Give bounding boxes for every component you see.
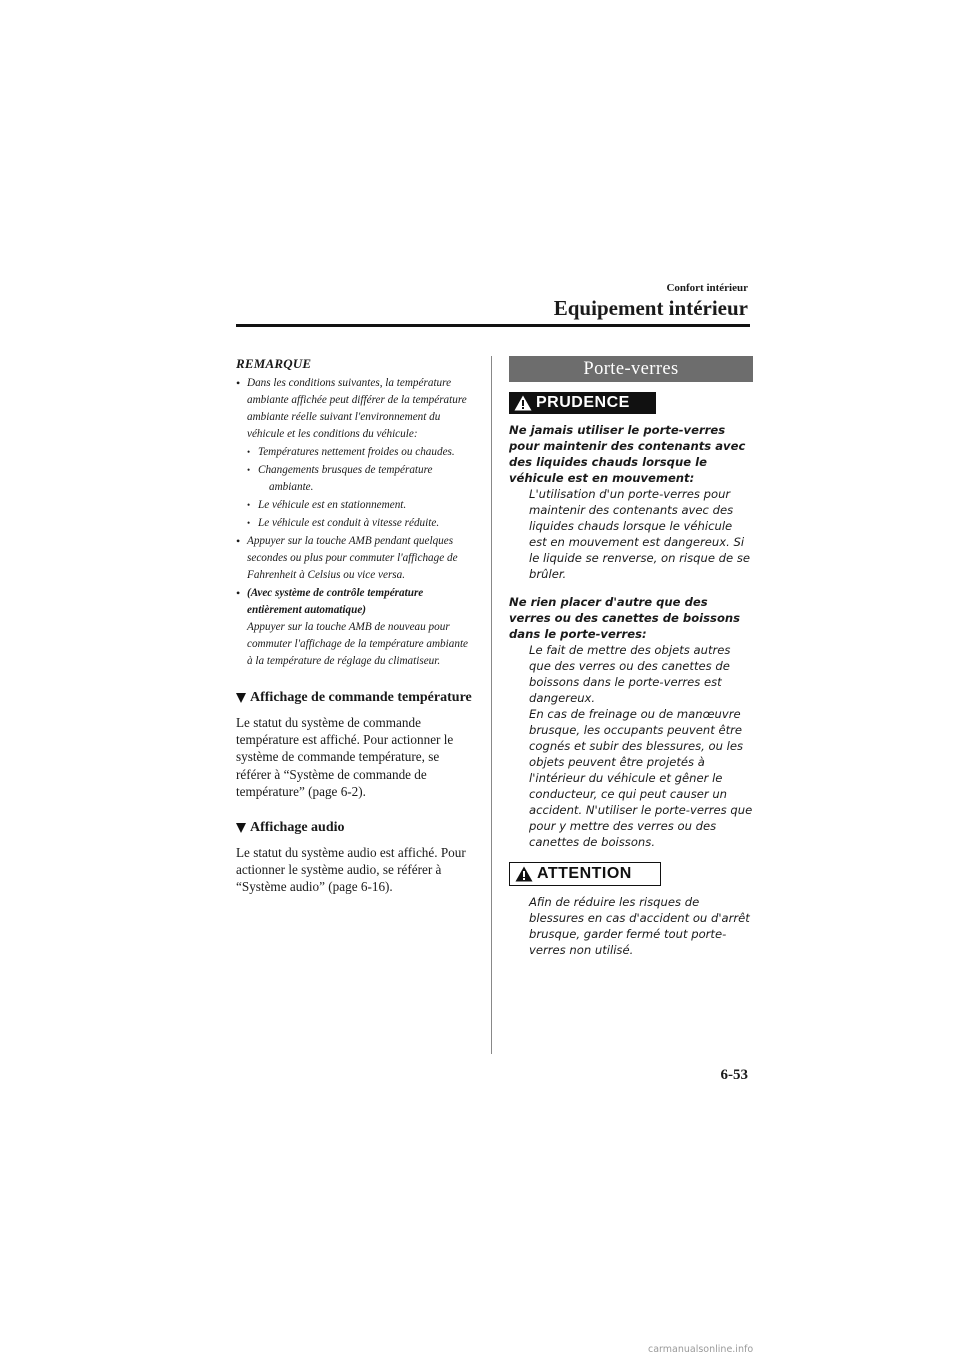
- warning-triangle-icon: [514, 395, 532, 411]
- caution-detail-text: Afin de réduire les risques de blessures en cas d'accident ou d'arrêt brusque, garder fermé tout porte-verres non utilisé.: [529, 895, 750, 957]
- note-bullet-text: Appuyer sur la touche AMB pendant quelques secondes ou plus pour commuter l'affichage de Fahrenheit à Celsius ou vice versa.: [247, 535, 458, 581]
- sub-bullet-text: • Le véhicule est conduit à vitesse réduite.: [258, 517, 440, 529]
- note-bullet: [236, 585, 476, 670]
- warning-bold-text: Ne rien placer d'autre que des verres ou des canettes de boissons dans le porte-verres:: [509, 595, 741, 641]
- note-bullet: [236, 375, 476, 443]
- warning-label-box: [509, 392, 656, 414]
- caution-label-text: ATTENTION: [537, 865, 632, 882]
- sub-bullet-text: • Températures nettement froides ou chaudes.: [258, 446, 455, 458]
- section-heading-audio: [236, 820, 476, 836]
- page-number: 6-53: [720, 1067, 748, 1083]
- section-band-title: Porte-verres: [509, 356, 753, 382]
- column-divider: [491, 356, 492, 1054]
- note-bullet: [236, 533, 476, 584]
- section-heading-text: Affichage audio: [250, 820, 345, 836]
- warning-detail-text: Le fait de mettre des objets autres que des verres ou des canettes de boissons dans le porte-verres est dangereux.: [529, 643, 731, 705]
- section-heading-text: Affichage de commande température: [250, 690, 472, 705]
- note-bullet-text: Appuyer sur la touche AMB de nouveau pour commuter l'affichage de la température ambiante à la température de réglage du climatiseur.: [247, 621, 469, 667]
- header-section: Confort intérieur: [666, 282, 748, 294]
- caution-label-box: [509, 862, 661, 886]
- sub-bullet: [236, 444, 476, 461]
- note-heading: REMARQUE: [236, 356, 312, 371]
- warning-detail-text: En cas de freinage ou de manœuvre brusque, les occupants peuvent être cognés et subir des blessures, ou les objets peuvent être projetés à l'intérieur du véhicule et gêner le conducteur, ce qui peut causer un accident. N'utiliser le porte-verres que pour y mettre des verres ou des canettes de boissons.: [529, 707, 753, 849]
- right-column: [509, 356, 753, 958]
- section-body-temperature: Le statut du système de commande température est affiché. Pour actionner le système de commande température, se référer à “Système de commande de température” (page 6-2).: [236, 715, 454, 799]
- triangle-down-icon: [236, 693, 246, 703]
- note-bullet-text: Dans les conditions suivantes, la température ambiante affichée peut différer de la température ambiante réelle suivant l'environnement du véhicule et les conditions du véhicule:: [247, 377, 467, 440]
- warning-detail-text: L'utilisation d'un porte-verres pour maintenir des contenants avec des liquides chauds lorsque le véhicule est en mouvement est dangereux. Si le liquide se renverse, on risque de se brûler.: [529, 487, 751, 581]
- warning-triangle-icon: [515, 866, 533, 882]
- warning-label-text: PRUDENCE: [536, 394, 630, 411]
- sub-bullet-text: • Changements brusques de température ambiante.: [258, 464, 433, 493]
- triangle-down-icon: [236, 823, 246, 833]
- left-column: [236, 356, 476, 896]
- header-rule: [236, 324, 750, 327]
- note-list: [236, 375, 476, 670]
- sub-bullet: [236, 515, 476, 532]
- section-heading-temperature: [236, 690, 476, 706]
- watermark: carmanualsonline.info: [648, 1344, 754, 1355]
- sub-bullet: [236, 497, 476, 514]
- sub-bullet-text: • Le véhicule est en stationnement.: [258, 499, 407, 511]
- page-title: Equipement intérieur: [553, 296, 748, 320]
- section-body-audio: Le statut du système audio est affiché. Pour actionner le système audio, se référer à “Système audio” (page 6-16).: [236, 845, 466, 895]
- sub-bullet: [236, 462, 476, 496]
- warning-bold-text: Ne jamais utiliser le porte-verres pour maintenir des contenants avec des liquides chauds lorsque le véhicule est en mouvement:: [509, 423, 746, 485]
- note-bullet-bold-text: (Avec système de contrôle température entièrement automatique): [247, 587, 424, 616]
